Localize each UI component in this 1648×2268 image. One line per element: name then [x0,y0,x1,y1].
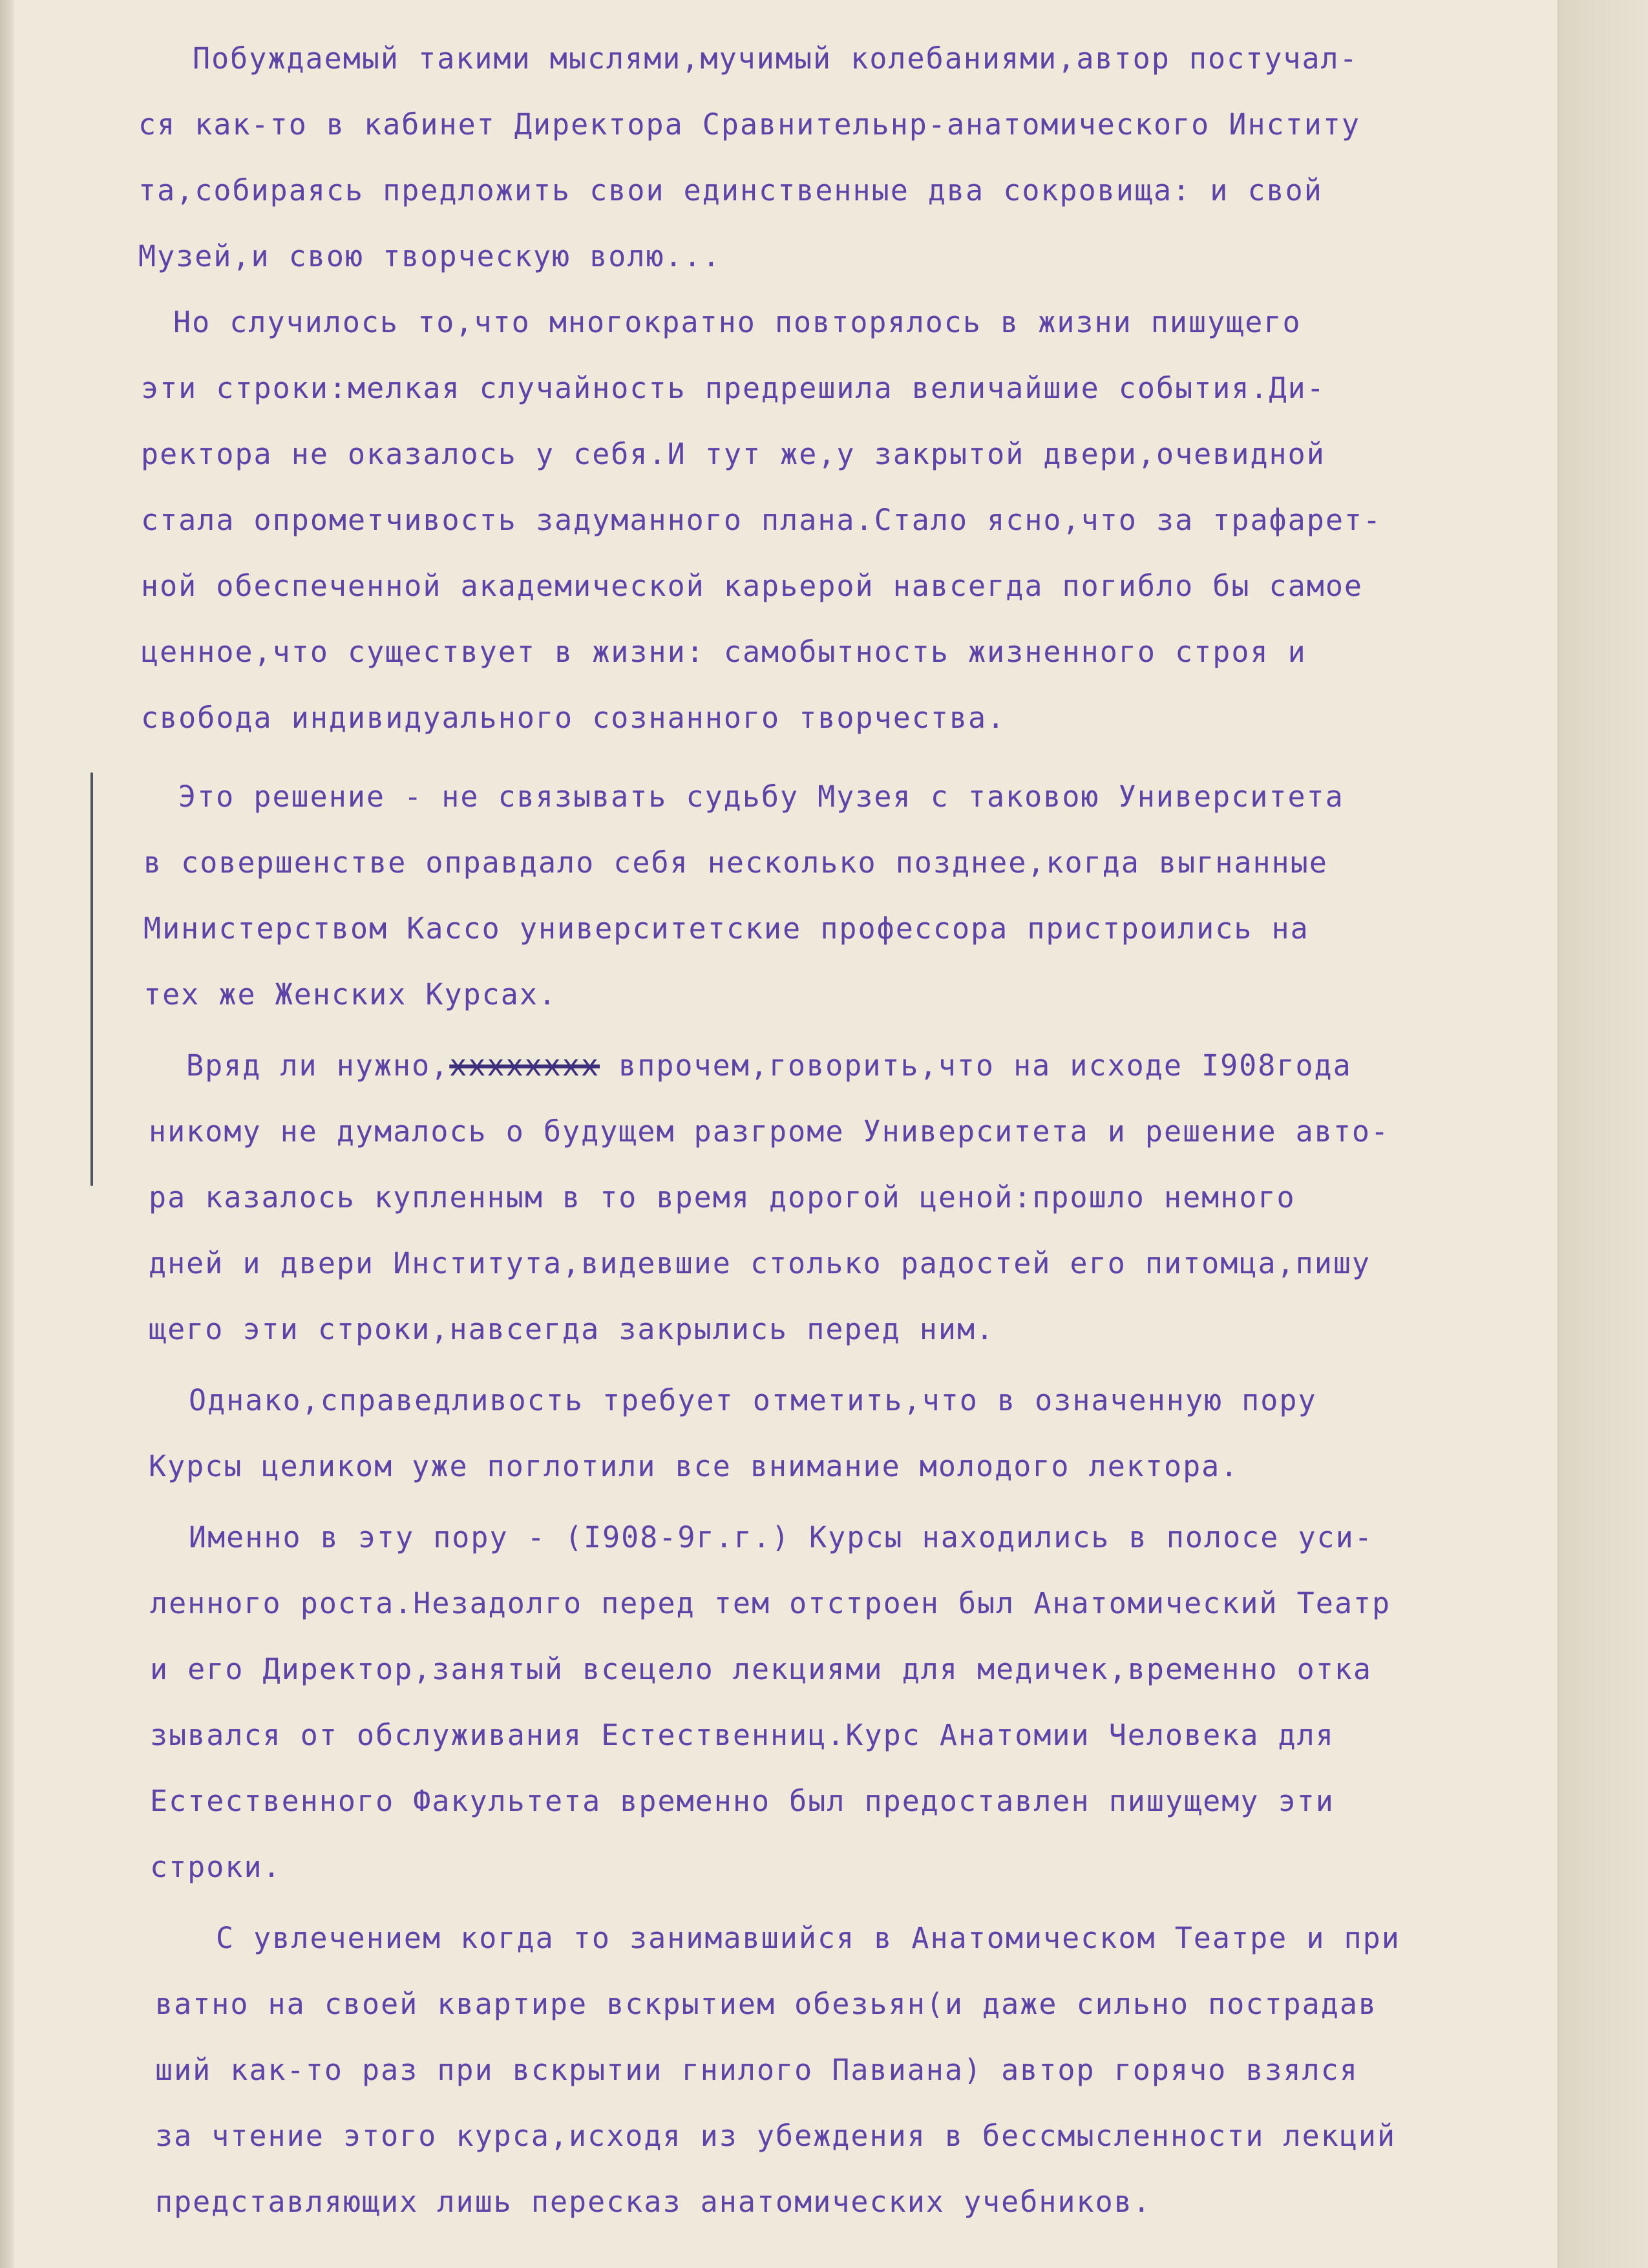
text-line: представляющих лишь пересказ анатомических учебников. [155,2185,1152,2219]
text-line: Это решение - не связывать судьбу Музея с таковою Университета [178,779,1344,814]
text-line: эти строки:мелкая случайность предрешила величайшие события.Ди- [141,371,1326,405]
text-line: ной обеспеченной академической карьерой навсегда погибло бы самое [141,569,1363,603]
text-line: Музей,и свою творческую волю... [138,239,721,273]
struck-text: хххххххх [449,1048,600,1083]
text-line: свобода индивидуального сознанного творчества. [141,701,1006,735]
text-line: Побуждаемый такими мыслями,мучимый колебаниями,автор постучал- [193,41,1358,76]
text-line: ший как-то раз при вскрытии гнилого Павиана) автор горячо взялся [155,2053,1358,2087]
text-line: строки. [150,1850,282,1884]
text-line: за чтение этого курса,исходя из убеждения в бессмысленности лекций [155,2119,1397,2153]
text-line: Однако,справедливость требует отметить,что в означенную пору [189,1383,1317,1417]
text-line: та,собираясь предложить свои единственные два сокровища: и свой [138,173,1323,207]
text-line: ректора не оказалось у себя.И тут же,у закрытой двери,очевидной [141,437,1326,471]
text-line: ра казалось купленным в то время дорогой ценой:прошло немного [149,1180,1296,1214]
text-line: дней и двери Института,видевшие столько радостей его питомца,пишу [149,1246,1371,1280]
text-line: ся как-то в кабинет Директора Сравнительнр-анатомического Институ [138,107,1360,142]
text-line: щего эти строки,навсегда закрылись перед ним. [149,1312,995,1346]
text-line: ватно на своей квартире вскрытием обезьян(и даже сильно пострадав [155,1987,1377,2021]
text-line: зывался от обслуживания Естественниц.Курс Анатомии Человека для [150,1718,1335,1752]
text-line: Естественного Факультета временно был предоставлен пишущему эти [150,1784,1335,1818]
text-line: Именно в эту пору - (I908-9г.г.) Курсы находились в полосе уси- [189,1520,1373,1554]
text-line: Курсы целиком уже поглотили все внимание молодого лектора. [149,1449,1240,1483]
text-line: никому не думалось о будущем разгроме Университета и решение авто- [149,1114,1390,1149]
text-line: Но случилось то,что многократно повторялось в жизни пишущего [173,305,1302,339]
text-segment: впрочем,говорить,что на исходе I908года [600,1048,1352,1083]
text-line: ценное,что существует в жизни: самобытность жизненного строя и [141,635,1307,669]
text-line: тех же Женских Курсах. [143,977,558,1012]
text-line [186,1048,1352,1083]
text-line: ленного роста.Незадолго перед тем отстроен был Анатомический Театр [150,1586,1391,1620]
text-segment: Вряд ли нужно, [186,1048,450,1083]
text-line: и его Директор,занятый всецело лекциями для медичек,временно отка [150,1652,1372,1686]
text-line: Министерством Кассо университетские профессора пристроились на [143,911,1309,946]
text-line: в совершенстве оправдало себя несколько позднее,когда выгнанные [143,845,1328,880]
text-line: С увлечением когда то занимавшийся в Анатомическом Театре и при [216,1921,1400,1955]
text-line: стала опрометчивость задуманного плана.Стало ясно,что за трафарет- [141,503,1382,537]
